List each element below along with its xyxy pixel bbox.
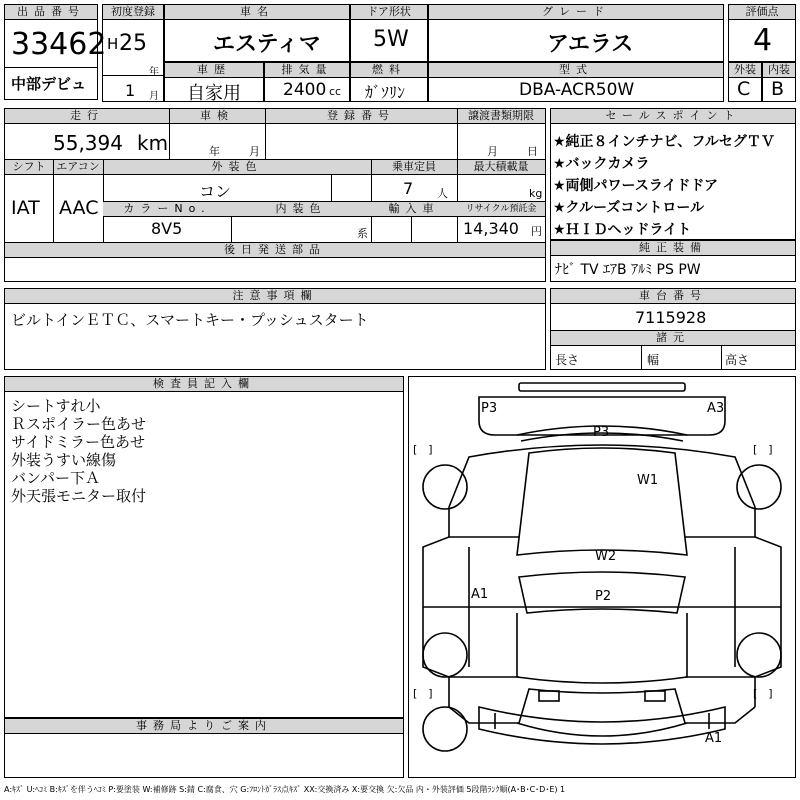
sales-point-item: ★バックカメラ	[553, 156, 650, 172]
exterior-grade: C	[737, 78, 751, 100]
office-box	[4, 718, 404, 778]
history-label: 車歴	[165, 63, 263, 78]
capacity-label: 乗車定員	[371, 160, 457, 175]
inspector-label: 検査員記入欄	[5, 377, 403, 392]
mark-w1: W1	[637, 473, 659, 488]
grade: アエラス	[547, 32, 634, 57]
first-registration-box	[102, 4, 164, 102]
sales-point-item: ★純正８インチナビ、フルセグＴＶ	[553, 134, 775, 150]
chassis-number: 7115928	[635, 308, 707, 327]
door-label: ドア形状	[351, 5, 427, 20]
displacement-box	[264, 62, 350, 102]
mileage-unit: km	[137, 131, 169, 155]
fuel: ｶﾞｿﾘﾝ	[365, 83, 406, 102]
bracket: [ ]	[753, 687, 773, 700]
inspector-line: 外装うすい線傷	[11, 451, 117, 469]
width-label: 幅	[647, 353, 660, 367]
height-label: 高さ	[725, 353, 750, 367]
inspector-line: 外天張モニター取付	[11, 487, 147, 505]
details-block	[4, 108, 546, 282]
bracket: [ ]	[753, 443, 773, 456]
load-unit: kg	[529, 187, 543, 200]
interior-grade: B	[771, 78, 785, 100]
exterior-label: 外装	[729, 63, 761, 78]
mark-a3: A3	[707, 401, 725, 416]
inspector-box	[4, 376, 404, 718]
chassis-label: 車台番号	[551, 289, 795, 304]
inspection-year-unit: 年	[209, 145, 220, 158]
car-name-box	[164, 4, 350, 62]
shift: IAT	[11, 197, 40, 219]
bracket: [ ]	[413, 687, 433, 700]
office-label: 事務局よりご案内	[5, 719, 403, 734]
car-name: エスティマ	[213, 32, 321, 57]
lot-label: 出品番号	[5, 5, 97, 20]
mark-a1-bottom: A1	[705, 731, 723, 746]
mark-w2: W2	[595, 549, 617, 564]
history-box	[164, 62, 264, 102]
fuel-label: 燃料	[351, 63, 427, 78]
door-type: 5W	[373, 27, 409, 52]
recycle-label: リサイクル預託金	[457, 202, 545, 217]
ext-color: コン	[199, 182, 232, 201]
model-label: 型式	[429, 63, 723, 78]
year-unit: 年	[149, 67, 159, 78]
length-label: 長さ	[555, 353, 580, 367]
first-registration-label: 初度登録	[103, 5, 163, 20]
shift-label: シフト	[5, 160, 53, 175]
inspector-line: シートすれ小	[11, 397, 101, 415]
notes-label: 注意事項欄	[5, 289, 545, 304]
history: 自家用	[187, 83, 241, 104]
mileage-label: 走行	[5, 109, 169, 124]
mark-p2: P2	[595, 589, 612, 604]
recycle: 14,340	[463, 219, 519, 238]
sales-points-label: セールスポイント	[551, 109, 795, 124]
exterior-box	[728, 62, 762, 102]
notes-box	[4, 288, 546, 370]
mileage: 55,394	[53, 131, 123, 155]
sales-point-item: ★両側パワースライドドア	[553, 178, 719, 194]
model-box	[428, 62, 724, 102]
car-name-label: 車名	[165, 5, 349, 20]
sales-point-item: ★ＨＩＤヘッドライト	[553, 222, 692, 238]
score-box	[728, 4, 796, 62]
sales-point-item: ★クルーズコントロール	[553, 200, 705, 216]
inspector-line: Ｒスポイラー色あせ	[11, 415, 147, 433]
month: 1	[125, 81, 136, 100]
equipment-label: 純正装備	[551, 241, 795, 256]
interior-label: 内装	[763, 63, 795, 78]
inspection-label: 車検	[169, 109, 265, 124]
capacity: 7	[403, 179, 414, 198]
load-label: 最大積載量	[457, 160, 545, 175]
color-no: 8V5	[151, 219, 183, 238]
inspector-line: バンパー下Ａ	[11, 469, 100, 487]
dimensions-label: 諸元	[551, 331, 795, 346]
chassis-box	[550, 288, 796, 370]
equipment-box	[550, 240, 796, 282]
transfer-month-unit: 月	[487, 145, 498, 158]
reg-no-label: 登録番号	[265, 109, 457, 124]
later-parts-label: 後日発送部品	[5, 243, 545, 258]
fuel-box	[350, 62, 428, 102]
equipment: ﾅﾋﾞ TV ｴｱB ｱﾙﾐ PS PW	[555, 262, 701, 278]
model: DBA-ACR50W	[519, 80, 635, 100]
inspection-month-unit: 月	[249, 145, 260, 158]
door-box	[350, 4, 428, 62]
ext-color-label: 外装色	[103, 160, 371, 175]
lot-box	[4, 4, 107, 100]
color-no-label: カラーNo.	[103, 202, 231, 217]
year: 25	[119, 31, 147, 56]
transfer-label: 譲渡書類期限	[457, 109, 545, 124]
score: 4	[753, 23, 773, 58]
debut-text: 中部デビュ	[11, 75, 87, 93]
car-diagram	[408, 376, 796, 778]
import-label: 輸入車	[371, 202, 457, 217]
inspector-line: サイドミラー色あせ	[11, 433, 145, 451]
bracket: [ ]	[413, 443, 433, 456]
month-unit: 月	[149, 91, 159, 102]
sales-points-box	[550, 108, 796, 240]
ac: AAC	[59, 197, 99, 219]
transfer-day-unit: 日	[527, 145, 538, 158]
grade-label: グレード	[429, 5, 723, 20]
recycle-unit: 円	[531, 225, 542, 238]
capacity-unit: 人	[437, 187, 448, 200]
score-label: 評価点	[729, 5, 795, 20]
notes: ビルトインＥＴＣ、スマートキー・プッシュスタート	[11, 311, 369, 329]
legend: A:ｷｽﾞ U:ﾍｺﾐ B:ｷｽﾞを伴うﾍｺﾐ P:要塗装 W:補修跡 S:錆 C:腐食、穴 G:ﾌﾛﾝﾄｶﾞﾗｽ点ｷｽﾞ XX:交換済み X:要交換 欠:欠品 内・外装評価 5段階ﾗﾝｸ順(A･B･C･D･E) 1	[4, 785, 566, 794]
displacement: 2400	[283, 80, 327, 100]
mark-p3-left: P3	[481, 401, 498, 416]
int-color-unit: 系	[357, 227, 368, 240]
displacement-label: 排気量	[265, 63, 349, 78]
ac-label: エアコン	[53, 160, 103, 175]
mark-p3-roof: P3	[593, 425, 610, 440]
mark-a1-side: A1	[471, 587, 489, 602]
era: H	[107, 35, 119, 53]
int-color-label: 内装色	[231, 202, 371, 217]
lot-number: 33462	[11, 27, 107, 62]
interior-box	[762, 62, 796, 102]
displacement-unit: cc	[329, 85, 342, 98]
grade-box	[428, 4, 724, 62]
